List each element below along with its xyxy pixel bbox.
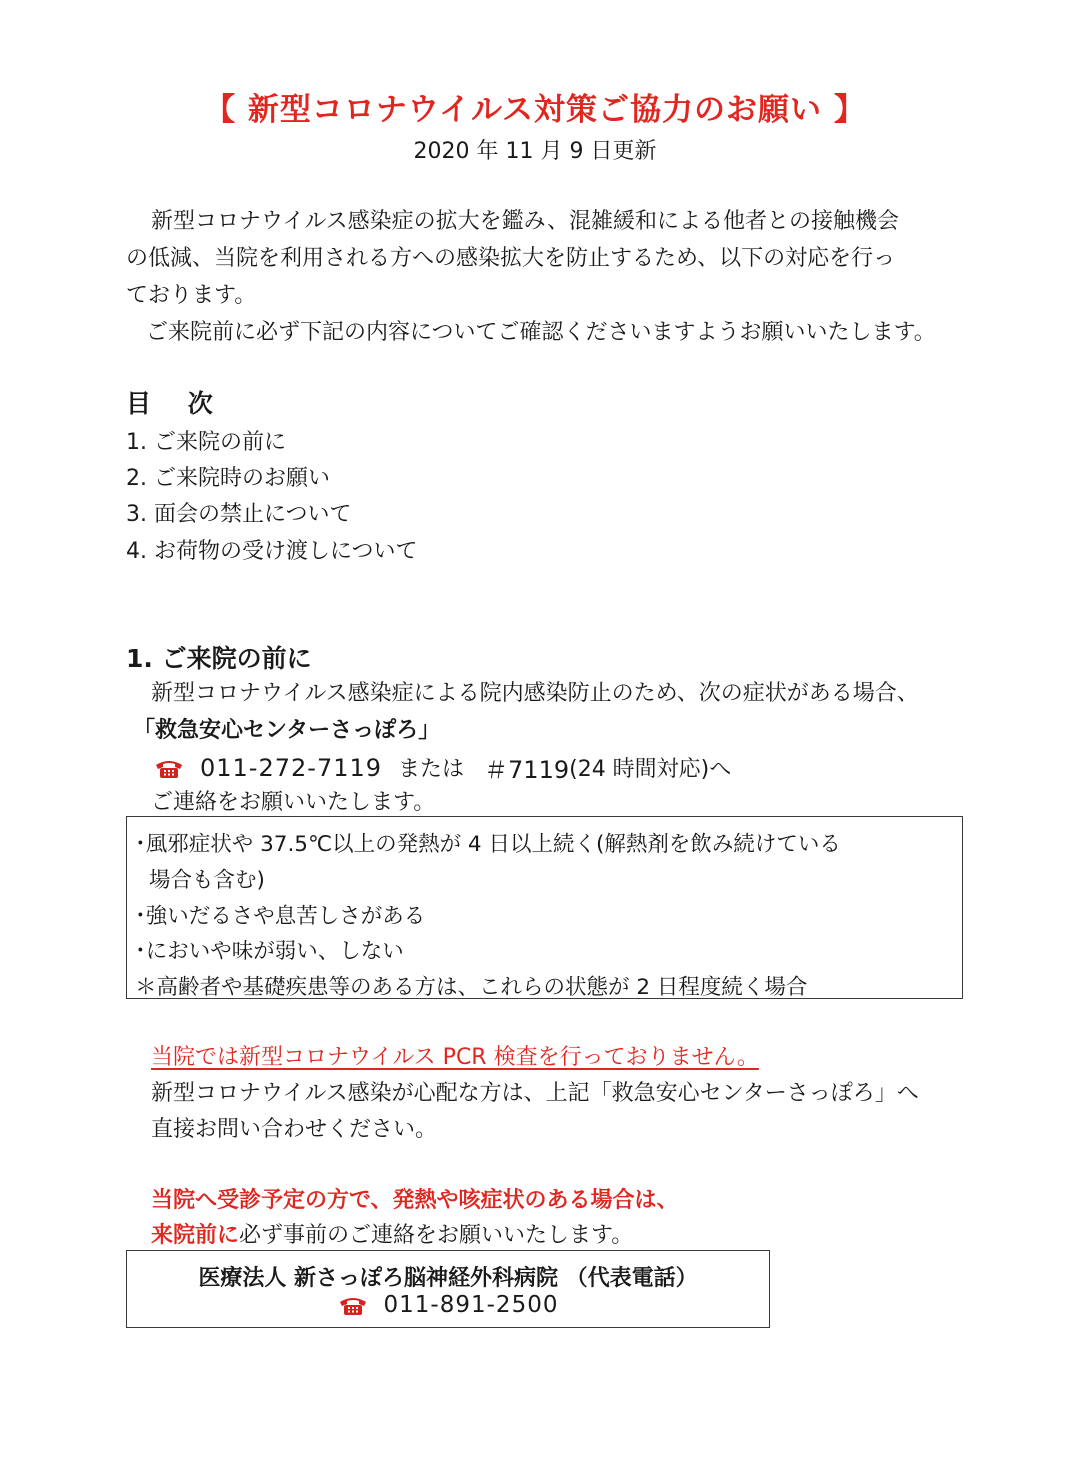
hospital-phone-line: [127, 1292, 769, 1318]
emergency-phone-number[interactable]: 011-272-7119: [200, 753, 383, 782]
hospital-phone-number[interactable]: 011-891-2500: [383, 1292, 559, 1318]
hours-text: (24 時間対応): [569, 757, 710, 782]
telephone-icon: [338, 1294, 368, 1316]
section-1-line-1: 新型コロナウイルス感染症による院内感染防止のため、次の症状がある場合、: [151, 681, 919, 706]
symptom-line-1: ･風邪症状や 37.5℃以上の発熱が 4 日以上続く(解熱剤を飲み続けている: [135, 832, 841, 857]
toc-item-4[interactable]: 4. お荷物の受け渡しについて: [126, 539, 418, 564]
symptom-note: ＊高齢者や基礎疾患等のある方は、これらの状態が 2 日程度続く場合: [135, 975, 808, 1000]
intro-line-2: の低減、当院を利用される方への感染拡大を防止するため、以下の対応を行っ: [126, 246, 896, 271]
hospital-name: 医療法人 新さっぽろ脳神経外科病院 （代表電話）: [198, 1266, 698, 1291]
updated-date: 2020 年 11 月 9 日更新: [413, 139, 657, 164]
pcr-line-2: 新型コロナウイルス感染が心配な方は、上記「救急安心センターさっぽろ」へ: [151, 1081, 919, 1106]
symptom-line-3: ･強いだるさや息苦しさがある: [135, 904, 426, 929]
symptom-line-2: 場合も含む): [149, 868, 265, 893]
emergency-center-name: 「救急安心センターさっぽろ」: [133, 718, 441, 743]
fever-notice-rest: 必ず事前のご連絡をお願いいたします。: [239, 1223, 634, 1248]
intro-line-3: ております。: [126, 283, 257, 308]
toc-item-1[interactable]: 1. ご来院の前に: [126, 430, 286, 455]
toc-heading: 目 次: [126, 389, 227, 418]
toc-item-3[interactable]: 3. 面会の禁止について: [126, 502, 352, 527]
symptoms-box: [126, 816, 963, 999]
toc-item-2[interactable]: 2. ご来院時のお願い: [126, 466, 330, 491]
symptom-line-4: ･においや味が弱い、しない: [135, 939, 404, 964]
telephone-icon: [154, 757, 184, 779]
pcr-line-3: 直接お問い合わせください。: [151, 1117, 438, 1142]
intro-line-1: 新型コロナウイルス感染症の拡大を鑑み、混雑緩和による他者との接触機会: [151, 209, 900, 234]
contact-box: [126, 1250, 770, 1328]
or-text: または: [398, 757, 465, 782]
page-title: 【 新型コロナウイルス対策ご協力のお願い 】: [204, 92, 866, 128]
pcr-notice: 当院では新型コロナウイルス PCR 検査を行っておりません。: [151, 1045, 759, 1070]
fever-notice-line-2: [151, 1217, 633, 1254]
emergency-phone-line: [154, 750, 731, 785]
fever-notice-emphasis: 来院前に: [151, 1223, 240, 1248]
short-number[interactable]: ＃7119: [484, 756, 570, 784]
fever-notice-line-1: 当院へ受診予定の方で、発熱や咳症状のある場合は、: [151, 1188, 679, 1213]
contact-request-text: ご連絡をお願いいたします。: [151, 790, 436, 815]
section-1-heading: 1. ご来院の前に: [126, 644, 312, 673]
to-text: へ: [709, 757, 732, 782]
intro-line-4: ご来院前に必ず下記の内容についてご確認くださいますようお願いいたします。: [146, 320, 936, 345]
